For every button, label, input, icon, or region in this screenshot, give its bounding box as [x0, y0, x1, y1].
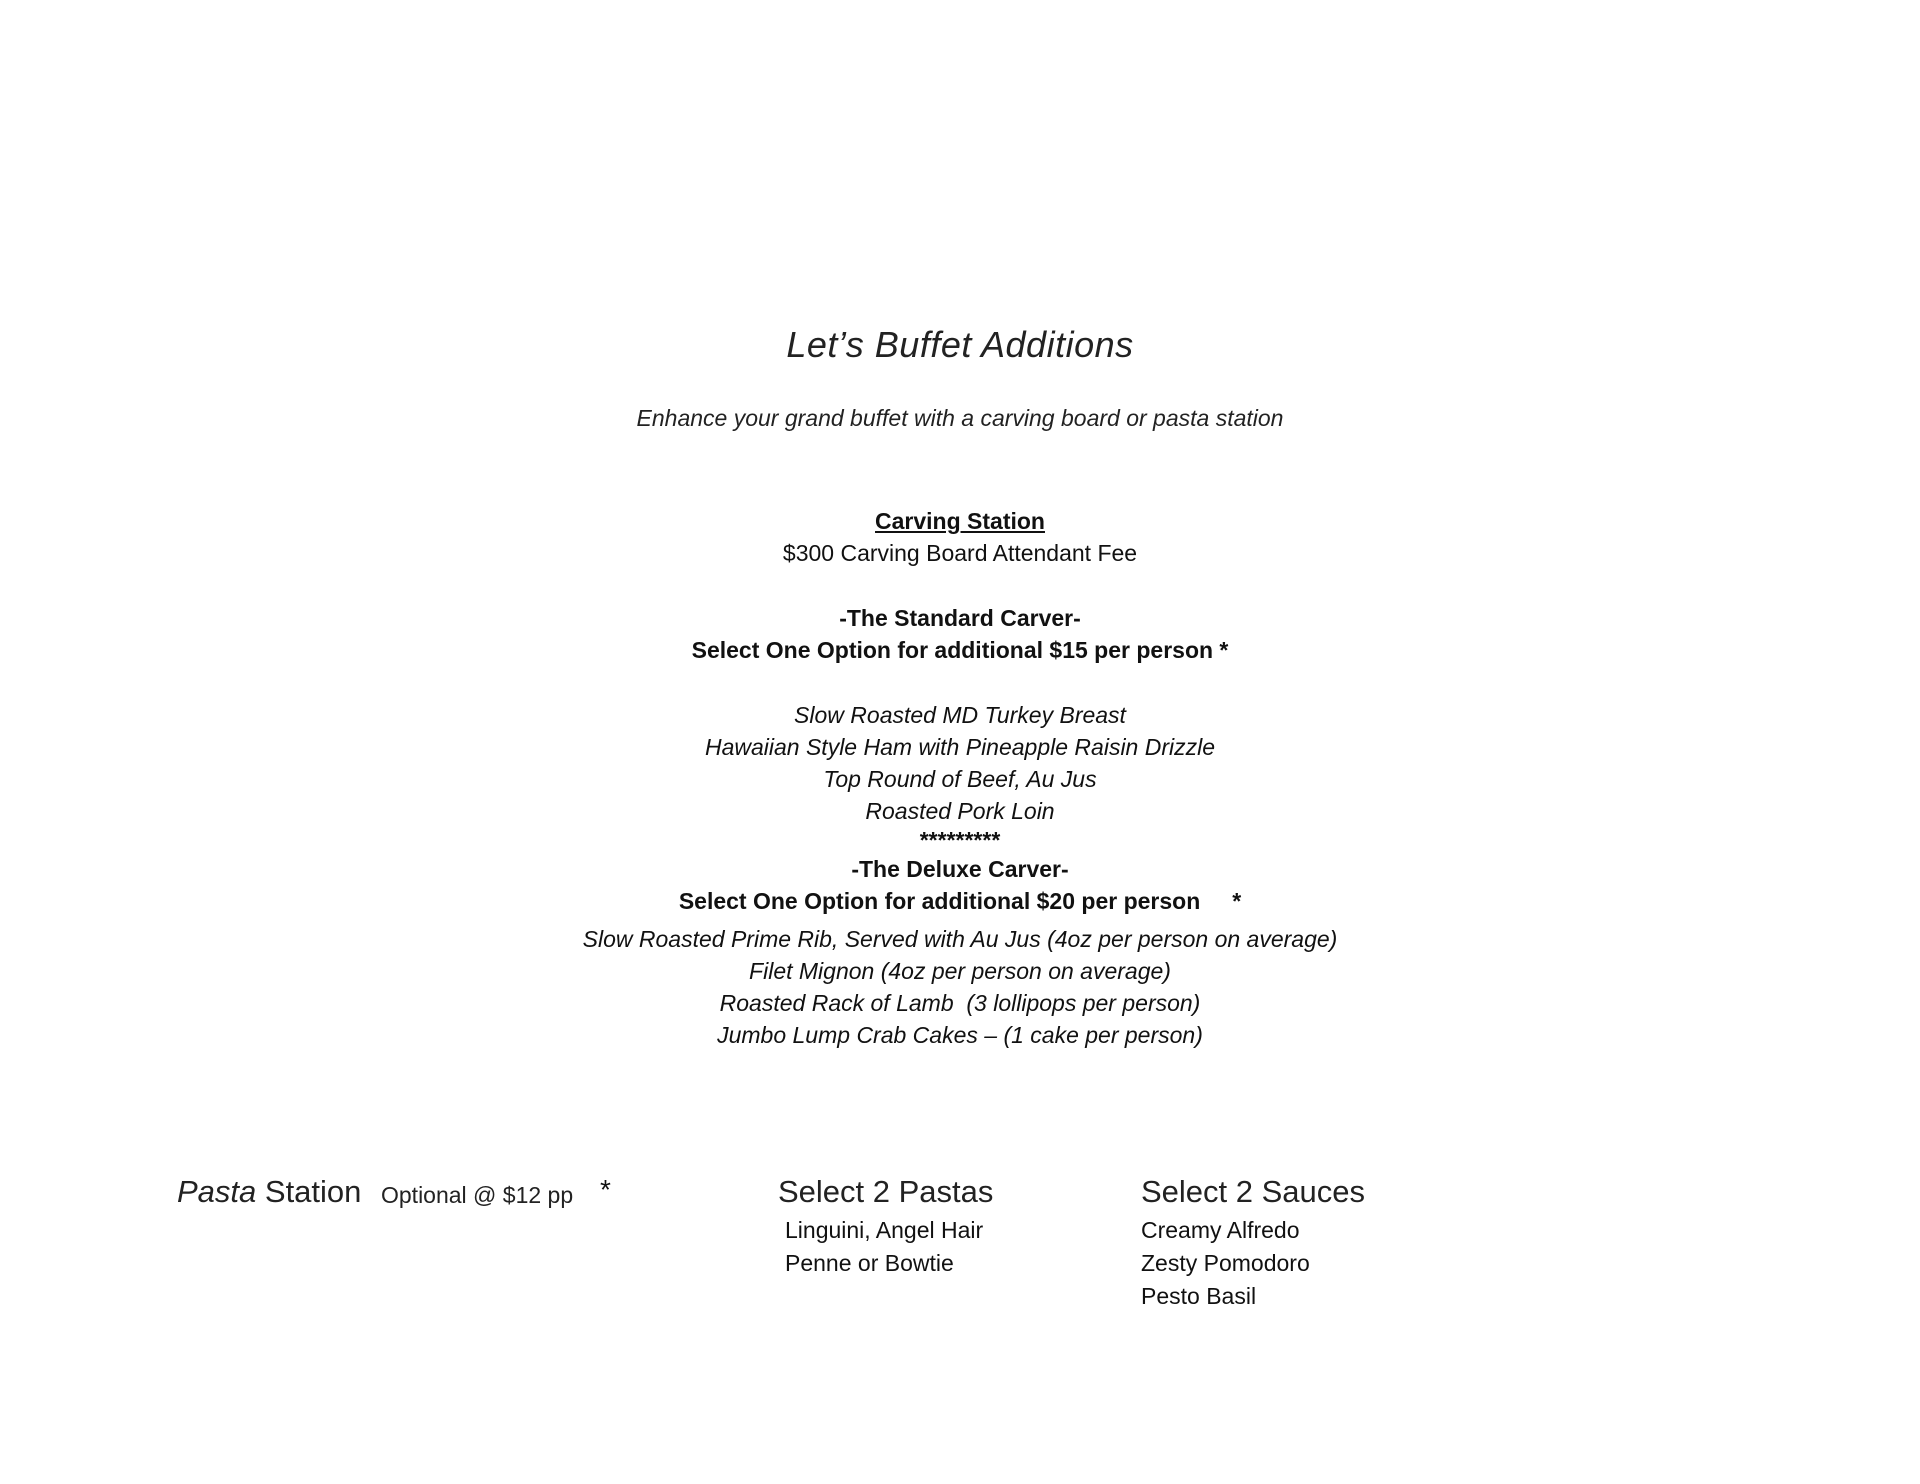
standard-item: Hawaiian Style Ham with Pineapple Raisin Drizzle [704, 734, 1216, 760]
pasta-option: Penne or Bowtie [785, 1250, 954, 1276]
pastas-column [778, 1174, 993, 1280]
sauce-option: Pesto Basil [1141, 1283, 1257, 1309]
standard-item: Top Round of Beef, Au Jus [823, 766, 1097, 792]
page-subtitle: Enhance your grand buffet with a carving board or pasta station [636, 405, 1284, 431]
pasta-option: Linguini, Angel Hair [785, 1217, 984, 1243]
deluxe-carver-select: Select One Option for additional $20 per person * [678, 888, 1242, 914]
carving-fee: $300 Carving Board Attendant Fee [782, 540, 1138, 566]
pastas-heading: Select 2 Pastas [778, 1174, 994, 1209]
section-separator: ********* [919, 827, 1001, 853]
deluxe-item: Roasted Rack of Lamb (3 lollipops per person) [719, 990, 1201, 1016]
sauce-option: Zesty Pomodoro [1141, 1250, 1310, 1276]
sauces-heading: Select 2 Sauces [1141, 1174, 1366, 1209]
pastas-list [778, 1214, 993, 1280]
carving-station-section [0, 505, 1920, 1051]
deluxe-carver-name: -The Deluxe Carver- [851, 856, 1069, 882]
page-title: Let’s Buffet Additions [786, 324, 1134, 365]
pasta-station-section [0, 1174, 1920, 1334]
sauces-column [1141, 1174, 1365, 1313]
pasta-optional-price: Optional @ $12 pp [381, 1182, 574, 1208]
standard-carver-name: -The Standard Carver- [839, 605, 1081, 631]
pasta-station-title [177, 1174, 361, 1210]
deluxe-item: Slow Roasted Prime Rib, Served with Au Jus (4oz per person on average) [582, 926, 1338, 952]
pasta-title-rest: Station [256, 1174, 362, 1209]
standard-item: Slow Roasted MD Turkey Breast [794, 702, 1126, 728]
pasta-star: * [600, 1174, 611, 1205]
deluxe-item: Filet Mignon (4oz per person on average) [749, 958, 1171, 984]
carving-station-heading: Carving Station [875, 508, 1045, 534]
deluxe-item: Jumbo Lump Crab Cakes – (1 cake per person) [717, 1022, 1203, 1048]
standard-item: Roasted Pork Loin [865, 798, 1055, 824]
pasta-title-italic: Pasta [177, 1174, 257, 1209]
sauces-list [1141, 1214, 1365, 1313]
sauce-option: Creamy Alfredo [1141, 1217, 1300, 1243]
standard-carver-select: Select One Option for additional $15 per person * [691, 637, 1229, 663]
